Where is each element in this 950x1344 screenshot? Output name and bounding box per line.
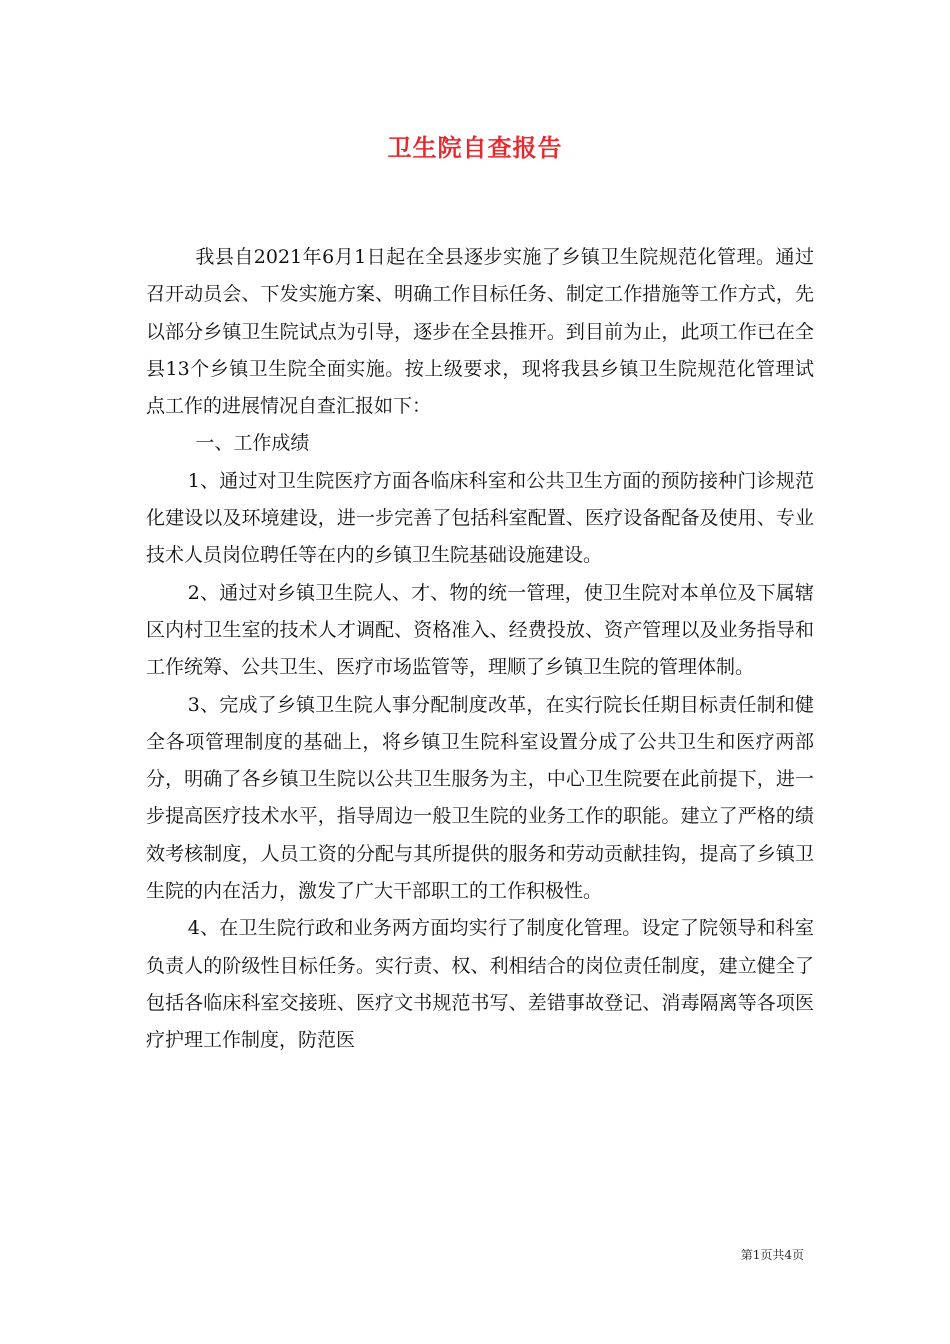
paragraph-item-2: 2、通过对乡镇卫生院人、才、物的统一管理，使卫生院对本单位及下属辖区内村卫生室的技术人才调配、资格准入、经费投放、资产管理以及业务指导和工作统筹、公共卫生、医疗市场监管等，理顺了乡镇卫生院的管理体制。 xyxy=(146,581,814,679)
document-body xyxy=(146,239,814,1060)
paragraph-intro: 我县自2021年6月1日起在全县逐步实施了乡镇卫生院规范化管理。通过召开动员会、下发实施方案、明确工作目标任务、制定工作措施等工作方式，先以部分乡镇卫生院试点为引导，逐步在全县推开。到目前为止，此项工作已在全县13个乡镇卫生院全面实施。按上级要求，现将我县乡镇卫生院规范化管理试点工作的进展情况自查汇报如下： xyxy=(146,246,814,418)
paragraph-item-3: 3、完成了乡镇卫生院人事分配制度改革，在实行院长任期目标责任制和健全各项管理制度的基础上，将乡镇卫生院科室设置分成了公共卫生和医疗两部分，明确了各乡镇卫生院以公共卫生服务为主，中心卫生院要在此前提下，进一步提高医疗技术水平，指导周边一般卫生院的业务工作的职能。建立了严格的绩效考核制度，人员工资的分配与其所提供的服务和劳动贡献挂钩，提高了乡镇卫生院的内在活力，激发了广大干部职工的工作积极性。 xyxy=(146,693,814,903)
page-number: 第1页共4页 xyxy=(740,1248,804,1262)
section-heading-achievements: 一、工作成绩 xyxy=(195,432,310,455)
document-title: 卫生院自查报告 xyxy=(387,134,563,162)
paragraph-item-1: 1、通过对卫生院医疗方面各临床科室和公共卫生方面的预防接种门诊规范化建设以及环境建设，进一步完善了包括科室配置、医疗设备配备及使用、专业技术人员岗位聘任等在内的乡镇卫生院基础设施建设。 xyxy=(146,469,814,567)
paragraph-item-4: 4、在卫生院行政和业务两方面均实行了制度化管理。设定了院领导和科室负责人的阶级性目标任务。实行责、权、利相结合的岗位责任制度，建立健全了包括各临床科室交接班、医疗文书规范书写、差错事故登记、消毒隔离等各项医疗护理工作制度，防范医 xyxy=(146,917,814,1052)
